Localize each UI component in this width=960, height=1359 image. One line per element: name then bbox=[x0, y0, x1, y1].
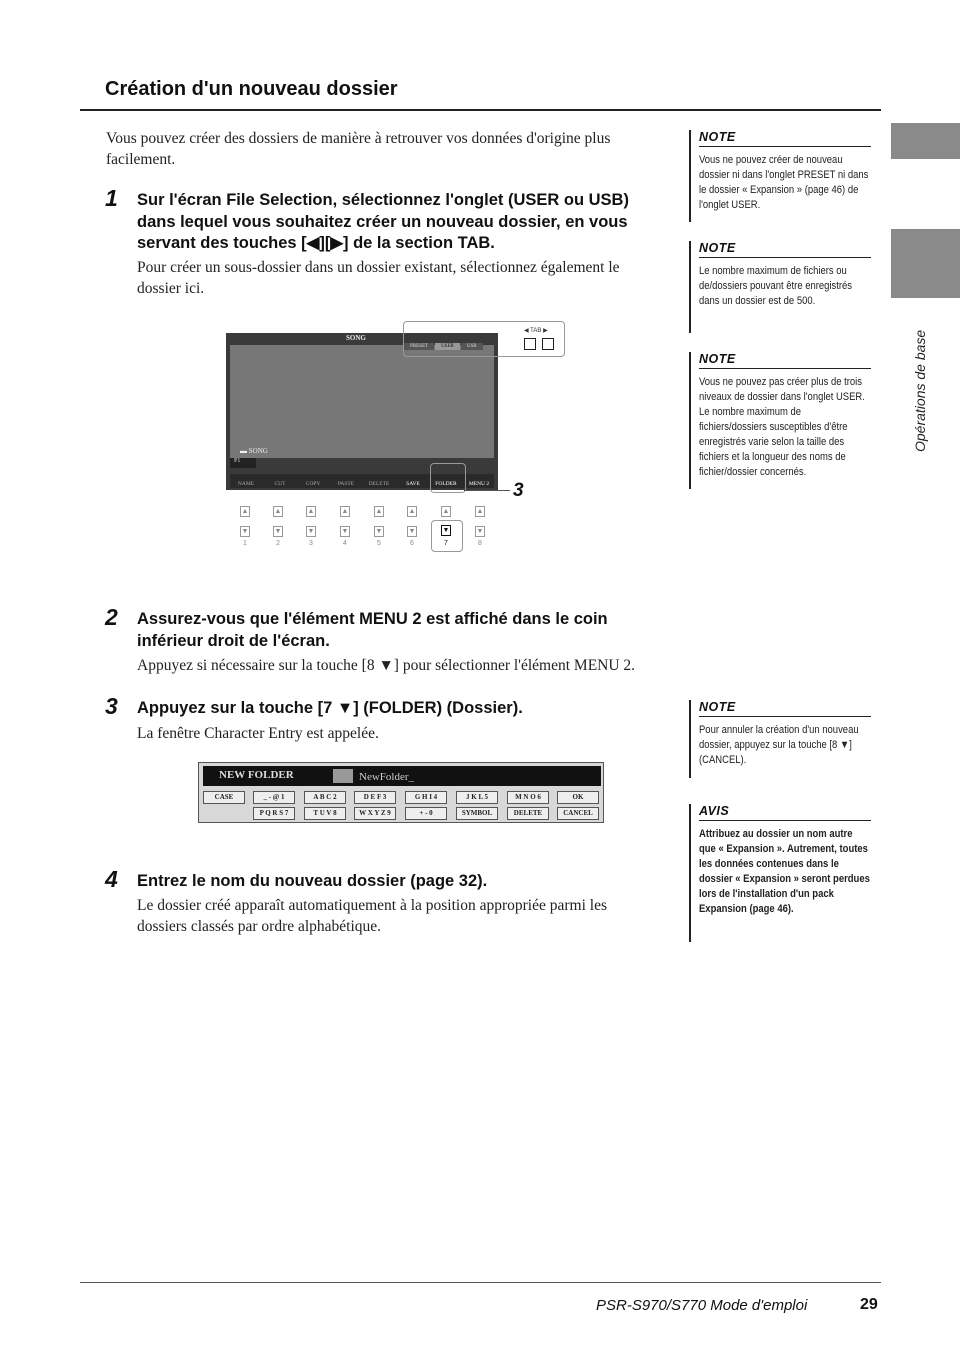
button-8-down[interactable]: ▼ bbox=[476, 527, 484, 535]
button-number: 5 bbox=[377, 540, 381, 547]
note-label: NOTE bbox=[699, 130, 871, 147]
button-number: 3 bbox=[309, 540, 313, 547]
button-4-up[interactable]: ▲ bbox=[341, 507, 349, 515]
note-label: NOTE bbox=[699, 241, 871, 258]
note-text: Pour annuler la création d'un nouveau dossier, appuyez sur la touche [8 ▼] (CANCEL). bbox=[699, 724, 859, 766]
note-text: Vous ne pouvez pas créer plus de trois niveaux de dossier dans l'onglet USER. Le nombre maximum de fichiers/dossiers susceptibles d'être enregistrés varie selon la taille des fichiers et la longueur des noms de fichier/dossier concernés. bbox=[699, 376, 865, 478]
key-6[interactable]: M N O 6 bbox=[507, 791, 549, 804]
step-1-number: 1 bbox=[105, 185, 118, 211]
key-delete[interactable]: DELETE bbox=[507, 807, 549, 820]
tab-user[interactable]: USER bbox=[435, 343, 460, 350]
note-text: Vous ne pouvez créer de nouveau dossier ni dans l'onglet PRESET ni dans le dossier « Expansion » (page 46) de l'onglet USER. bbox=[699, 154, 869, 211]
note-box bbox=[689, 700, 871, 778]
character-entry-title: NEW FOLDER bbox=[219, 769, 294, 781]
tab-left-button[interactable] bbox=[524, 338, 536, 350]
note-box bbox=[689, 241, 871, 333]
folder-callout bbox=[430, 463, 466, 493]
key-0[interactable]: + - 0 bbox=[405, 807, 447, 820]
side-tab bbox=[891, 123, 960, 159]
button-2-down[interactable]: ▼ bbox=[274, 527, 282, 535]
fkey-delete: DELETE bbox=[368, 481, 390, 487]
callout-number: 3 bbox=[513, 480, 524, 501]
side-tab-active bbox=[891, 229, 960, 298]
note-text: Le nombre maximum de fichiers ou de/dossiers pouvant être enregistrés dans un dossier est de 500. bbox=[699, 265, 853, 307]
button-2-up[interactable]: ▲ bbox=[274, 507, 282, 515]
fkey-menu2: MENU 2 bbox=[468, 481, 490, 487]
screen-folder-label: ▬ SONG bbox=[240, 447, 268, 455]
screen-file-area bbox=[230, 345, 494, 458]
step-3-heading: Appuyez sur la touche [7 ▼] (FOLDER) (Dossier). bbox=[137, 699, 523, 717]
button-number: 4 bbox=[343, 540, 347, 547]
tab-preset[interactable]: PRESET bbox=[404, 343, 434, 350]
key-7[interactable]: P Q R S 7 bbox=[253, 807, 295, 820]
key-5[interactable]: J K L 5 bbox=[456, 791, 498, 804]
character-entry-window bbox=[198, 762, 604, 823]
button-1-up[interactable]: ▲ bbox=[241, 507, 249, 515]
step-2-text: Appuyez si nécessaire sur la touche [8 ▼] pour sélectionner l'élément MENU 2. bbox=[137, 657, 636, 674]
button-3-up[interactable]: ▲ bbox=[307, 507, 315, 515]
section-title: Création d'un nouveau dossier bbox=[105, 78, 398, 100]
step-3-number: 3 bbox=[105, 693, 118, 719]
chapter-label: Opérations de base bbox=[912, 329, 928, 452]
page-number: 29 bbox=[860, 1296, 878, 1313]
note-label: NOTE bbox=[699, 352, 871, 369]
key-1[interactable]: _ - @ 1 bbox=[253, 791, 295, 804]
title-rule bbox=[80, 109, 881, 111]
intro-text: Vous pouvez créer des dossiers de manière à retrouver vos données d'origine plus facilement. bbox=[106, 130, 611, 168]
key-2[interactable]: A B C 2 bbox=[304, 791, 346, 804]
step-4-heading: Entrez le nom du nouveau dossier (page 32). bbox=[137, 872, 488, 890]
key-9[interactable]: W X Y Z 9 bbox=[354, 807, 396, 820]
avis-text: Attribuez au dossier un nom autre que « Expansion ». Autrement, toutes les données contenues dans le dossier « Expansion » seront perdues lors de l'installation d'un pack Expansion (page 46). bbox=[699, 828, 870, 915]
button-4-down[interactable]: ▼ bbox=[341, 527, 349, 535]
folder-icon bbox=[333, 769, 353, 783]
button-number: 1 bbox=[243, 540, 247, 547]
footer-manual-title: PSR-S970/S770 Mode d'emploi bbox=[596, 1297, 808, 1314]
screen-page-indicator: P1 bbox=[230, 458, 256, 468]
fkey-save: SAVE bbox=[406, 481, 420, 487]
screen-folder-name: SONG bbox=[248, 447, 268, 455]
button-7-down[interactable]: ▼ bbox=[442, 526, 450, 534]
key-4[interactable]: G H I 4 bbox=[405, 791, 447, 804]
step-4-text: Le dossier créé apparaît automatiquement à la position appropriée parmi les dossiers classés par ordre alphabétique. bbox=[137, 897, 607, 935]
tab-section-label: ◀ TAB ▶ bbox=[524, 328, 548, 334]
button-7-up[interactable]: ▲ bbox=[442, 507, 450, 515]
button-number: 2 bbox=[276, 540, 280, 547]
note-box bbox=[689, 130, 871, 222]
button-1-down[interactable]: ▼ bbox=[241, 527, 249, 535]
note-box bbox=[689, 352, 871, 489]
button-7-callout bbox=[431, 520, 463, 552]
fkey-copy: COPY bbox=[305, 481, 321, 487]
button-5-down[interactable]: ▼ bbox=[375, 527, 383, 535]
screen-title: SONG bbox=[346, 334, 366, 342]
button-6-down[interactable]: ▼ bbox=[408, 527, 416, 535]
step-1-text: Pour créer un sous-dossier dans un dossier existant, sélectionnez également le dossier ici. bbox=[137, 259, 620, 297]
fkey-name: NAME bbox=[237, 481, 255, 487]
avis-label: AVIS bbox=[699, 804, 871, 821]
key-symbol[interactable]: SYMBOL bbox=[456, 807, 498, 820]
tab-right-button[interactable] bbox=[542, 338, 554, 350]
button-6-up[interactable]: ▲ bbox=[408, 507, 416, 515]
fkey-cut: CUT bbox=[274, 481, 286, 487]
key-3[interactable]: D E F 3 bbox=[354, 791, 396, 804]
note-label: NOTE bbox=[699, 700, 871, 717]
step-4-number: 4 bbox=[105, 866, 118, 892]
avis-box bbox=[689, 804, 871, 942]
button-number: 6 bbox=[410, 540, 414, 547]
button-3-down[interactable]: ▼ bbox=[307, 527, 315, 535]
key-ok[interactable]: OK bbox=[557, 791, 599, 804]
callout-line bbox=[464, 490, 510, 491]
step-2-heading: Assurez-vous que l'élément MENU 2 est affiché dans le coin inférieur droit de l'écran. bbox=[137, 610, 608, 650]
step-1-heading: Sur l'écran File Selection, sélectionnez l'onglet (USER ou USB) dans lequel vous souhaitez créer un nouveau dossier, en vous servant des touches [◀][▶] de la section TAB. bbox=[137, 191, 629, 252]
tab-usb[interactable]: USB bbox=[461, 343, 483, 350]
button-8-up[interactable]: ▲ bbox=[476, 507, 484, 515]
step-2-number: 2 bbox=[105, 604, 118, 630]
step-3-text: La fenêtre Character Entry est appelée. bbox=[137, 725, 379, 742]
button-5-up[interactable]: ▲ bbox=[375, 507, 383, 515]
key-8[interactable]: T U V 8 bbox=[304, 807, 346, 820]
character-entry-header bbox=[203, 766, 601, 786]
key-case[interactable]: CASE bbox=[203, 791, 245, 804]
key-cancel[interactable]: CANCEL bbox=[557, 807, 599, 820]
button-number: 8 bbox=[478, 540, 482, 547]
button-number: 7 bbox=[444, 540, 448, 547]
folder-name-field[interactable]: NewFolder_ bbox=[359, 771, 414, 783]
footer-rule bbox=[80, 1282, 881, 1283]
fkey-folder: FOLDER bbox=[435, 481, 457, 487]
fkey-paste: PASTE bbox=[337, 481, 355, 487]
